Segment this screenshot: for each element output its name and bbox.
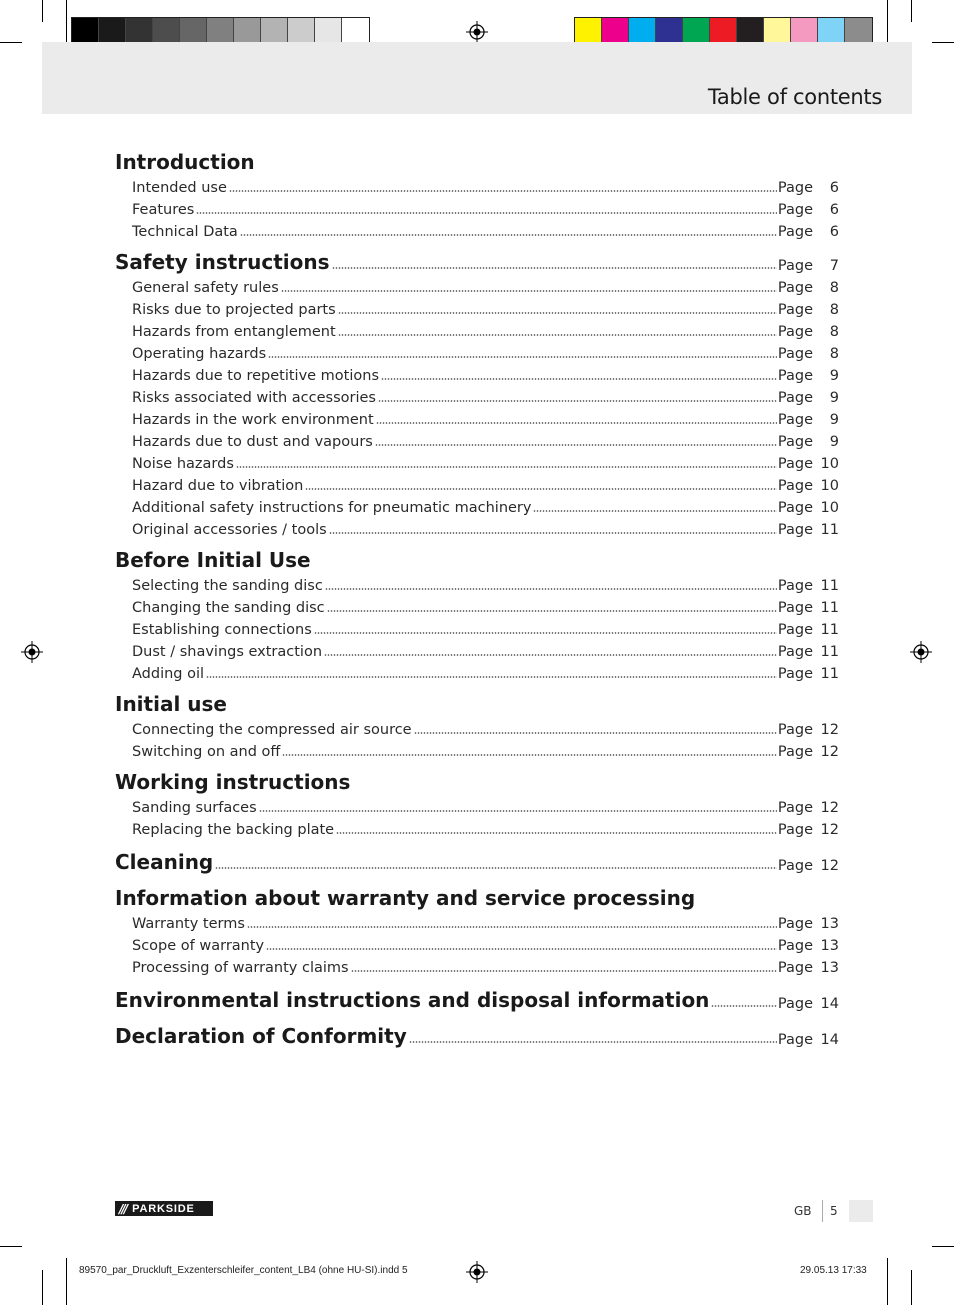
page-label: Page: [777, 346, 813, 362]
registration-mark-icon: [466, 1261, 488, 1283]
toc-entry: [115, 196, 839, 218]
page-ref: 14: [820, 1032, 839, 1048]
toc-section: [115, 772, 839, 838]
toc-entry: [115, 174, 839, 196]
page-ref: 11: [820, 666, 839, 682]
dot-leader: [711, 1005, 776, 1007]
page-label: Page: [777, 938, 813, 954]
entry-title: Operating hazards: [132, 346, 267, 362]
entry-title: Technical Data: [132, 224, 238, 240]
logo-text: PARKSIDE: [132, 1202, 195, 1215]
dot-leader: [376, 422, 777, 424]
dot-leader: [414, 732, 777, 734]
toc-entry: [115, 616, 839, 638]
slug-date: 29.05.13 17:33: [800, 1265, 867, 1276]
page-label: Page: [777, 302, 813, 318]
page-ref: 6: [829, 224, 839, 240]
toc-section-heading: [115, 1026, 839, 1048]
toc-section: [115, 888, 839, 976]
dot-leader: [236, 466, 777, 468]
page-label: Page: [777, 858, 813, 874]
language-code: GB: [794, 1204, 812, 1218]
registration-mark-icon: [466, 21, 488, 43]
entry-title: Risks associated with accessories: [132, 390, 376, 406]
toc-section-heading: [115, 152, 839, 174]
page-label: Page: [777, 722, 813, 738]
toc-section: [115, 990, 839, 1012]
entry-title: Scope of warranty: [132, 938, 265, 954]
registration-mark-icon: [21, 641, 43, 663]
toc-section: [115, 152, 839, 240]
entry-title: Establishing connections: [132, 622, 312, 638]
entry-title: Switching on and off: [132, 744, 281, 760]
crop-mark: [66, 0, 67, 48]
page-label: Page: [777, 478, 813, 494]
page-ref: 6: [829, 202, 839, 218]
dot-leader: [351, 970, 777, 972]
entry-title: Selecting the sanding disc: [132, 578, 323, 594]
section-title: Introduction: [115, 150, 255, 174]
toc-section-heading: [115, 990, 839, 1012]
page-ref: 8: [829, 346, 839, 362]
logo-slashes: ///: [119, 1201, 127, 1216]
toc-entry: [115, 594, 839, 616]
entry-title: General safety rules: [132, 280, 279, 296]
entry-title: Connecting the compressed air source: [132, 722, 412, 738]
toc-entry: [115, 932, 839, 954]
entry-title: Replacing the backing plate: [132, 822, 335, 838]
toc-entry: [115, 362, 839, 384]
dot-leader: [336, 832, 777, 834]
page-ref: 11: [820, 622, 839, 638]
page-label: Page: [777, 960, 813, 976]
page-label: Page: [777, 434, 813, 450]
toc-entry: [115, 816, 839, 838]
toc-entry: [115, 274, 839, 296]
section-title: Declaration of Conformity: [115, 1024, 407, 1048]
dot-leader: [206, 676, 777, 678]
toc-entry: [115, 954, 839, 976]
page-label: Page: [777, 996, 813, 1012]
page-label: Page: [777, 500, 813, 516]
dot-leader: [378, 400, 777, 402]
page-ref: 11: [820, 578, 839, 594]
toc-entry: [115, 572, 839, 594]
dot-leader: [375, 444, 777, 446]
toc-section: [115, 550, 839, 682]
toc-entry: [115, 406, 839, 428]
crop-mark: [66, 1258, 67, 1305]
dot-leader: [332, 267, 777, 269]
toc-section-heading: [115, 888, 839, 910]
section-title: Environmental instructions and disposal information: [115, 988, 710, 1012]
page-label: Page: [777, 224, 813, 240]
crop-mark: [932, 1246, 954, 1247]
dot-leader: [259, 810, 777, 812]
page-label: Page: [777, 456, 813, 472]
page-ref: 9: [829, 412, 839, 428]
entry-title: Noise hazards: [132, 456, 234, 472]
page-ref: 14: [820, 996, 839, 1012]
dot-leader: [329, 532, 777, 534]
dot-leader: [324, 654, 777, 656]
page-label: Page: [777, 622, 813, 638]
page-label: Page: [777, 412, 813, 428]
crop-mark: [0, 42, 22, 43]
dot-leader: [314, 632, 777, 634]
page-ref: 9: [829, 368, 839, 384]
page-label: Page: [777, 368, 813, 384]
entry-title: Adding oil: [132, 666, 205, 682]
page-ref: 8: [829, 280, 839, 296]
toc-section: [115, 1026, 839, 1048]
section-title: Initial use: [115, 692, 227, 716]
entry-title: Dust / shavings extraction: [132, 644, 323, 660]
entry-title: Changing the sanding disc: [132, 600, 325, 616]
toc-entry: [115, 450, 839, 472]
dot-leader: [325, 588, 777, 590]
section-title: Cleaning: [115, 850, 214, 874]
dot-leader: [409, 1041, 777, 1043]
toc-entry: [115, 428, 839, 450]
crop-mark: [0, 1246, 22, 1247]
table-of-contents: [115, 152, 839, 1048]
page-ref: 11: [820, 600, 839, 616]
toc-entry: [115, 794, 839, 816]
toc-entry: [115, 494, 839, 516]
toc-entry: [115, 318, 839, 340]
page-label: Page: [777, 202, 813, 218]
section-title: Working instructions: [115, 770, 351, 794]
toc-section: [115, 252, 839, 538]
page-ref: 12: [820, 722, 839, 738]
page-ref: 12: [820, 800, 839, 816]
page-label: Page: [777, 916, 813, 932]
dot-leader: [282, 754, 776, 756]
dot-leader: [196, 212, 777, 214]
slug-filename: 89570_par_Druckluft_Exzenterschleifer_content_LB4 (ohne HU-SI).indd 5: [79, 1265, 408, 1276]
page-title: Table of contents: [707, 85, 882, 109]
page-ref: 13: [820, 938, 839, 954]
page-label: Page: [777, 522, 813, 538]
dot-leader: [215, 867, 777, 869]
toc-entry: [115, 384, 839, 406]
page-label: Page: [777, 280, 813, 296]
entry-title: Hazards due to dust and vapours: [132, 434, 373, 450]
toc-entry: [115, 516, 839, 538]
page-label: Page: [777, 644, 813, 660]
footer-divider: [822, 1200, 823, 1222]
toc-entry: [115, 660, 839, 682]
dot-leader: [281, 290, 777, 292]
toc-entry: [115, 340, 839, 362]
page-label: Page: [777, 666, 813, 682]
dot-leader: [338, 312, 777, 314]
page-ref: 7: [829, 258, 839, 274]
entry-title: Risks due to projected parts: [132, 302, 336, 318]
page-ref: 11: [820, 644, 839, 660]
page-label: Page: [777, 600, 813, 616]
entry-title: Hazard due to vibration: [132, 478, 304, 494]
entry-title: Hazards in the work environment: [132, 412, 374, 428]
page-ref: 12: [820, 744, 839, 760]
dot-leader: [240, 234, 777, 236]
dot-leader: [247, 926, 777, 928]
entry-title: Hazards from entanglement: [132, 324, 336, 340]
crop-mark: [932, 42, 954, 43]
entry-title: Features: [132, 202, 195, 218]
toc-entry: [115, 472, 839, 494]
dot-leader: [338, 334, 777, 336]
page-ref: 6: [829, 180, 839, 196]
footer-tab: [849, 1200, 873, 1222]
page-label: Page: [777, 258, 813, 274]
page-ref: 13: [820, 916, 839, 932]
crop-mark: [887, 1258, 888, 1305]
crop-mark: [911, 1270, 912, 1305]
dot-leader: [266, 948, 777, 950]
entry-title: Additional safety instructions for pneumatic machinery: [132, 500, 532, 516]
page-ref: 13: [820, 960, 839, 976]
toc-entry: [115, 910, 839, 932]
entry-title: Warranty terms: [132, 916, 245, 932]
section-title: Before Initial Use: [115, 548, 311, 572]
page-ref: 12: [820, 858, 839, 874]
dot-leader: [327, 610, 777, 612]
parkside-logo: [115, 1201, 213, 1216]
page-ref: 8: [829, 324, 839, 340]
page-label: Page: [777, 1032, 813, 1048]
page-label: Page: [777, 180, 813, 196]
page-ref: 9: [829, 390, 839, 406]
crop-mark: [911, 0, 912, 22]
section-title: Safety instructions: [115, 250, 330, 274]
dot-leader: [381, 378, 777, 380]
page-ref: 11: [820, 522, 839, 538]
toc-section-heading: [115, 694, 839, 716]
toc-section-heading: [115, 252, 839, 274]
entry-title: Hazards due to repetitive motions: [132, 368, 380, 384]
page-label: Page: [777, 822, 813, 838]
crop-mark: [887, 0, 888, 48]
dot-leader: [533, 510, 776, 512]
page-label: Page: [777, 390, 813, 406]
page-label: Page: [777, 578, 813, 594]
toc-entry: [115, 638, 839, 660]
page-label: Page: [777, 800, 813, 816]
page-ref: 9: [829, 434, 839, 450]
entry-title: Sanding surfaces: [132, 800, 257, 816]
page-ref: 10: [820, 500, 839, 516]
entry-title: Processing of warranty claims: [132, 960, 349, 976]
entry-title: Original accessories / tools: [132, 522, 327, 538]
toc-section: [115, 694, 839, 760]
toc-section-heading: [115, 852, 839, 874]
crop-mark: [42, 1270, 43, 1305]
dot-leader: [268, 356, 777, 358]
toc-entry: [115, 738, 839, 760]
toc-entry: [115, 218, 839, 240]
toc-entry: [115, 716, 839, 738]
page-ref: 10: [820, 456, 839, 472]
toc-section: [115, 852, 839, 874]
page-ref: 8: [829, 302, 839, 318]
crop-mark: [42, 0, 43, 22]
section-title: Information about warranty and service processing: [115, 886, 696, 910]
page-ref: 12: [820, 822, 839, 838]
page-label: Page: [777, 324, 813, 340]
dot-leader: [229, 190, 777, 192]
toc-entry: [115, 296, 839, 318]
toc-section-heading: [115, 772, 839, 794]
page-number: 5: [830, 1204, 838, 1218]
entry-title: Intended use: [132, 180, 227, 196]
toc-section-heading: [115, 550, 839, 572]
dot-leader: [305, 488, 777, 490]
registration-mark-icon: [910, 641, 932, 663]
page-ref: 10: [820, 478, 839, 494]
page-label: Page: [777, 744, 813, 760]
